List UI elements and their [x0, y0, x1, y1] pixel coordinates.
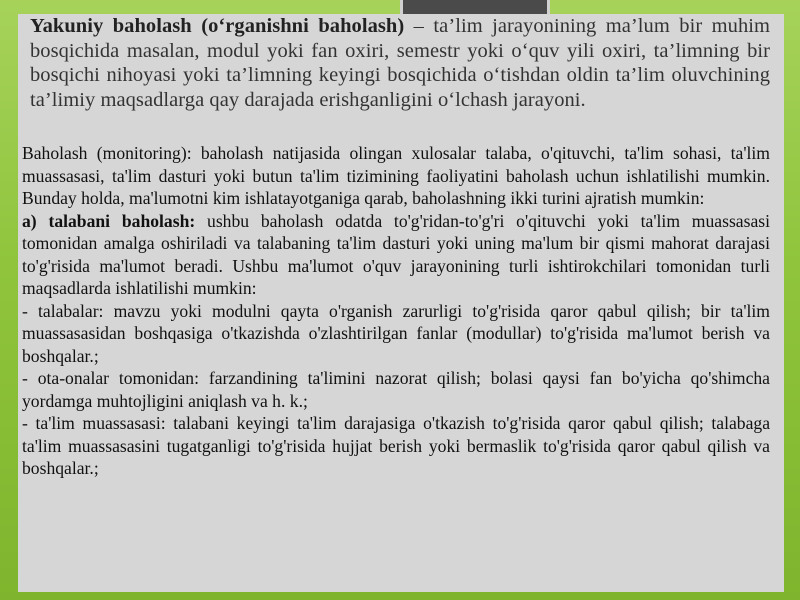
- bullet-institution: - ta'lim muassasasi: talabani keyingi ta'lim darajasiga o'tkazish to'g'risida qaror qabul qilish; talabaga ta'lim muassasasini tugatganligi to'g'risida hujjat berish yoki bermaslik to'g'risida qaror qabul qilish va boshqalar.;: [22, 413, 770, 478]
- intro-text: – ta’lim jarayonining ma’lum bir muhim bosqichida masalan, modul yoki fan oxiri, semestr yoki o‘quv yili oxiri, ta’limning bir bosqichi nihoyasi yoki ta’limning keyingi bosqichida o‘tishdan oldin ta’lim oluvchining ta’limiy maqsadlarga qay darajada erishganligini o‘lchash jarayoni.: [30, 15, 770, 111]
- point-a-label: a) talabani baholash:: [22, 210, 196, 231]
- bullet-parents: - ota-onalar tomonidan: farzandining ta'limini nazorat qilish; bolasi qaysi fan bo'yicha qo'shimcha yordamga muhtojligini aniqlash va h. k.;: [22, 368, 770, 411]
- content-panel: [18, 14, 784, 592]
- intro-heading: Yakuniy baholash (o‘rganishni baholash): [30, 15, 405, 37]
- point-a-paragraph: [22, 210, 770, 300]
- top-tab-decoration: [400, 0, 550, 14]
- point-a-text: ushbu baholash odatda to'g'ridan-to'g'ri o'qituvchi yoki ta'lim muassasasi tomonidan amalga oshiriladi va talabaning ta'lim dasturi yoki uning ma'lum bir qismi mahorat darajasi to'g'risida ma'lumot beradi. Ushbu ma'lumot o'quv jarayonining turli ishtirokchilari tomonidan turli maqsadlarda ishlatilishi mumkin:: [22, 210, 770, 298]
- bullet-students: - talabalar: mavzu yoki modulni qayta o'rganish zarurligi to'g'risida qaror qabul qilish; bir ta'lim muassasasidan boshqasiga o'tkazishda o'zlashtirilgan fanlar (modullar) to'g'risida ma'lumot berish va boshqalar.;: [22, 300, 770, 366]
- monitoring-paragraph: Baholash (monitoring): baholash natijasida olingan xulosalar talaba, o'qituvchi, ta'lim sohasi, ta'lim muassasasi, ta'lim dasturi yoki butun ta'lim tizimining faoliyatini baholash uchun ishlatilishi mumkin. Bunday holda, ma'lumotni kim ishlatayotganiga qarab, baholashning ikki turini ajratish mumkin:: [22, 143, 770, 208]
- body-text: [22, 142, 770, 480]
- intro-paragraph: [30, 14, 770, 112]
